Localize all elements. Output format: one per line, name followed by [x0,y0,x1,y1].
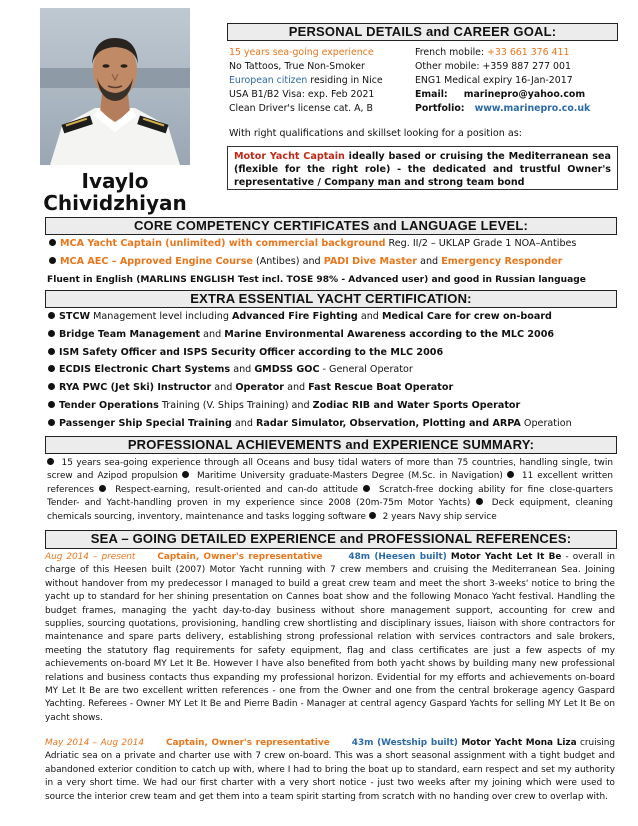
eng1-medical: ENG1 Medical expiry 16-Jan-2017 [415,75,573,86]
extra-cert-item [48,346,443,359]
extra-cert-item [48,381,453,394]
email-label: Email: [415,89,448,100]
achievement-text: 11 excellent written references [47,471,613,495]
extra-cert-text: and [211,382,236,394]
mca-captain-reg: Reg. II/2 – UKLAP Grade 1 NOA–Antibes [385,238,577,249]
extra-cert-text: Advanced Fire Fighting [231,311,358,322]
bullet-icon [48,419,55,426]
extra-cert-text: Medical Care for crew on-board [381,311,552,322]
language-level: Fluent in English (MARLINS ENGLISH Test incl. TOSE 98% - Advanced user) and good in Russian language [47,275,586,285]
career-goal-text: ideally based or cruising the Mediterranean sea (flexible for the right role) - the dedicated and trustful Owner's representative / Company man and strong team bond [234,151,611,188]
bullet-icon [48,401,55,408]
extra-cert-text: and [200,328,225,340]
extra-cert-text: Tender Operations [59,400,159,411]
core-competency-header: CORE COMPETENCY CERTIFICATES and LANGUAGE LEVEL: [45,217,617,235]
extra-cert-text: Bridge Team Management [59,328,201,340]
achievements-summary [47,457,613,524]
bullet-icon [48,348,55,355]
extra-cert-text: - General Operator [319,364,413,376]
extra-cert-text: Radar Simulator, Observation, Plotting and ARPA [256,417,521,429]
experience-vessel-size: 43m (Westship built) [351,738,458,748]
experience-entry-2 [45,737,615,804]
portrait-image [40,8,190,165]
achievement-text: 15 years sea-going experience through all Oceans and busy tidal waters of more than 75 countries, handling single, twin screw and Azipod propulsion [47,458,613,482]
position-intro: With right qualifications and skillset looking for a position as: [229,128,522,139]
emergency-responder-cert: Emergency Responder [441,256,563,267]
extra-cert-text: and [231,417,257,429]
achievement-text: Scratch-free docking ability for fine close-quarters Tender- and Yacht-handling proven in my experience since 2008 (20m-75m Motor Yachts) [47,484,613,509]
french-mobile-value[interactable]: +33 661 376 411 [487,47,570,58]
bullet-icon [369,512,376,519]
extra-cert-text: and [357,311,382,322]
extra-cert-text: ECDIS Electronic Chart Systems [59,364,231,376]
portfolio-link[interactable]: www.marinepro.co.uk [474,103,591,114]
bullet-icon [99,485,106,492]
bullet-icon [48,365,55,372]
bullet-icon [48,383,55,390]
portfolio-label: Portfolio: [415,103,465,114]
bullet-icon [48,330,55,337]
experience-period: Aug 2014 – present [45,552,136,562]
bullet-icon [476,498,483,505]
bullet-icon [182,471,189,478]
bullet-icon [507,471,514,478]
aec-location: (Antibes) and [252,256,324,267]
career-goal-role: Motor Yacht Captain [234,151,345,162]
extra-cert-item [48,328,554,341]
extra-cert-text: Marine Environmental Awareness according to the MLC 2006 [224,328,555,340]
conjunction: and [417,256,442,267]
experience-years: 15 years sea-going experience [229,47,374,58]
achievement-text: 2 years Navy ship service [379,511,497,522]
other-mobile: Other mobile: +359 887 277 001 [415,61,571,72]
extra-cert-item [48,399,520,412]
french-mobile-label: French mobile: [415,47,488,58]
extra-cert-text: and [230,364,255,376]
aec-cert: MCA AEC – Approved Engine Course [60,256,253,267]
extra-cert-item [48,310,552,323]
french-mobile [415,46,570,59]
extra-cert-text: STCW [59,311,91,322]
sea-going-experience-header: SEA – GOING DETAILED EXPERIENCE and PROFESSIONAL REFERENCES: [45,530,617,549]
achievement-text: Respect-earning, result-oriented and can-do attitude [110,484,363,495]
email [415,88,585,101]
extra-cert-text: Operator [235,382,285,394]
experience-period: May 2014 – Aug 2014 [45,738,145,748]
extra-cert-item [48,417,572,430]
bullet-icon [49,257,56,264]
experience-role: Captain, Owner's representative [157,552,323,562]
extra-cert-text: Operation [520,417,572,429]
competency-line-1 [49,237,576,250]
bullet-icon [47,458,54,465]
extra-cert-text: GMDSS GOC [254,364,320,376]
drivers-license: Clean Driver's license cat. A, B [229,103,373,114]
last-name: Chividzhiyan [43,191,187,215]
extra-certification-header: EXTRA ESSENTIAL YACHT CERTIFICATION: [45,290,617,308]
experience-description: - overall in charge of this Heesen built (2007) Motor Yacht running with 7 crew members and cruising the Mediterranean Sea. Joining without handover from my predecessor I managed to build a great crew team and meet the short 3-weeks' notice to bring the yacht up to standard for her shining presentation on Cannes boat show and the following Monaco Yacht festival. Handling the budget frames, managing the yacht day-to-day business without shore management support, accounting for crew and supplies, sourcing quotations, provisioning, handling crew shortlisting and disciplinary issues, liaison with shore contractors for maintenance and spare parts delivery, establishing strong professional relation with services contractors and sale brokers, meeting the statutory flag requirements for safety equipment, flag and class certificates are just a few aspects of my achievements on-board MY Let It Be. However I have also benefited from both yacht shows by building many new professional relations and business contacts thus expanding my professional horizon. Evidential for my efforts and achievements on-board MY Let It Be are two excellent written references - one from the Owner and one from the central brokerage agency Gaspard Yachting. Referees - Owner MY Let It Be and Pierre Badin - Manager at central agency Gaspard Yachts for selling MY Let It Be on yacht shows. [45,552,616,723]
experience-vessel-name: Motor Yacht Let It Be [450,552,562,562]
email-value[interactable]: marinepro@yahoo.com [463,89,586,100]
achievement-text: Deck equipment, cleaning chemicals sourcing, inventory, maintenance and tasks logging software [47,498,613,522]
experience-role: Captain, Owner's representative [166,738,330,748]
extra-cert-text: Zodiac RIB and Water Sports Operator [312,400,521,411]
padi-cert: PADI Dive Master [323,256,418,267]
portfolio [415,102,590,115]
extra-cert-text: Management level including [90,311,232,322]
experience-description: cruising Adriatic sea on a private and charter use with 7 crew on-board. This was a short seasonal assignment with a tight budget and abandoned exterior condition to catch up with, where I had to bring the boat up to standard, earn respect and set my authority in a very short time. We had our first charter with a very short notice - just two weeks after my joining which were used to source the interior crew team and get them into a team spirit starting from scratch with no handing over crew to overlap with. [45,738,615,802]
tattoo-smoker: No Tattoos, True Non-Smoker [229,61,365,72]
mca-captain-cert: MCA Yacht Captain (unlimited) with commercial background [60,238,386,249]
citizenship [229,74,383,87]
bullet-icon [363,485,370,492]
extra-cert-text: Fast Rescue Boat Operator [308,382,454,394]
career-goal-box [227,146,618,190]
achievements-header: PROFESSIONAL ACHIEVEMENTS and EXPERIENCE SUMMARY: [45,436,617,454]
extra-cert-text: ISM Safety Officer and ISPS Security Officer according to the MLC 2006 [59,346,444,358]
extra-cert-text: RYA PWC (Jet Ski) Instructor [59,382,212,394]
bullet-icon [49,239,56,246]
achievement-text: Maritime University graduate-Masters Degree (M.Sc. in Navigation) [192,471,507,482]
extra-cert-text: Training (V. Ships Training) and [158,400,313,411]
experience-entry-1 [45,551,615,725]
visa: USA B1/B2 Visa: exp. Feb 2021 [229,89,375,100]
competency-line-2 [49,255,562,268]
citizenship-label: European citizen [229,75,308,86]
experience-vessel-size: 48m (Heesen built) [348,552,447,562]
extra-cert-text: Passenger Ship Special Training [59,417,232,429]
extra-cert-item [48,363,413,376]
profile-photo [40,8,190,165]
extra-cert-text: and [284,382,309,394]
bullet-icon [48,312,55,319]
first-name: Ivaylo [81,169,149,193]
residence: residing in Nice [307,75,383,86]
personal-details-header: PERSONAL DETAILS and CAREER GOAL: [227,23,618,41]
experience-vessel-name: Motor Yacht Mona Liza [461,738,577,748]
